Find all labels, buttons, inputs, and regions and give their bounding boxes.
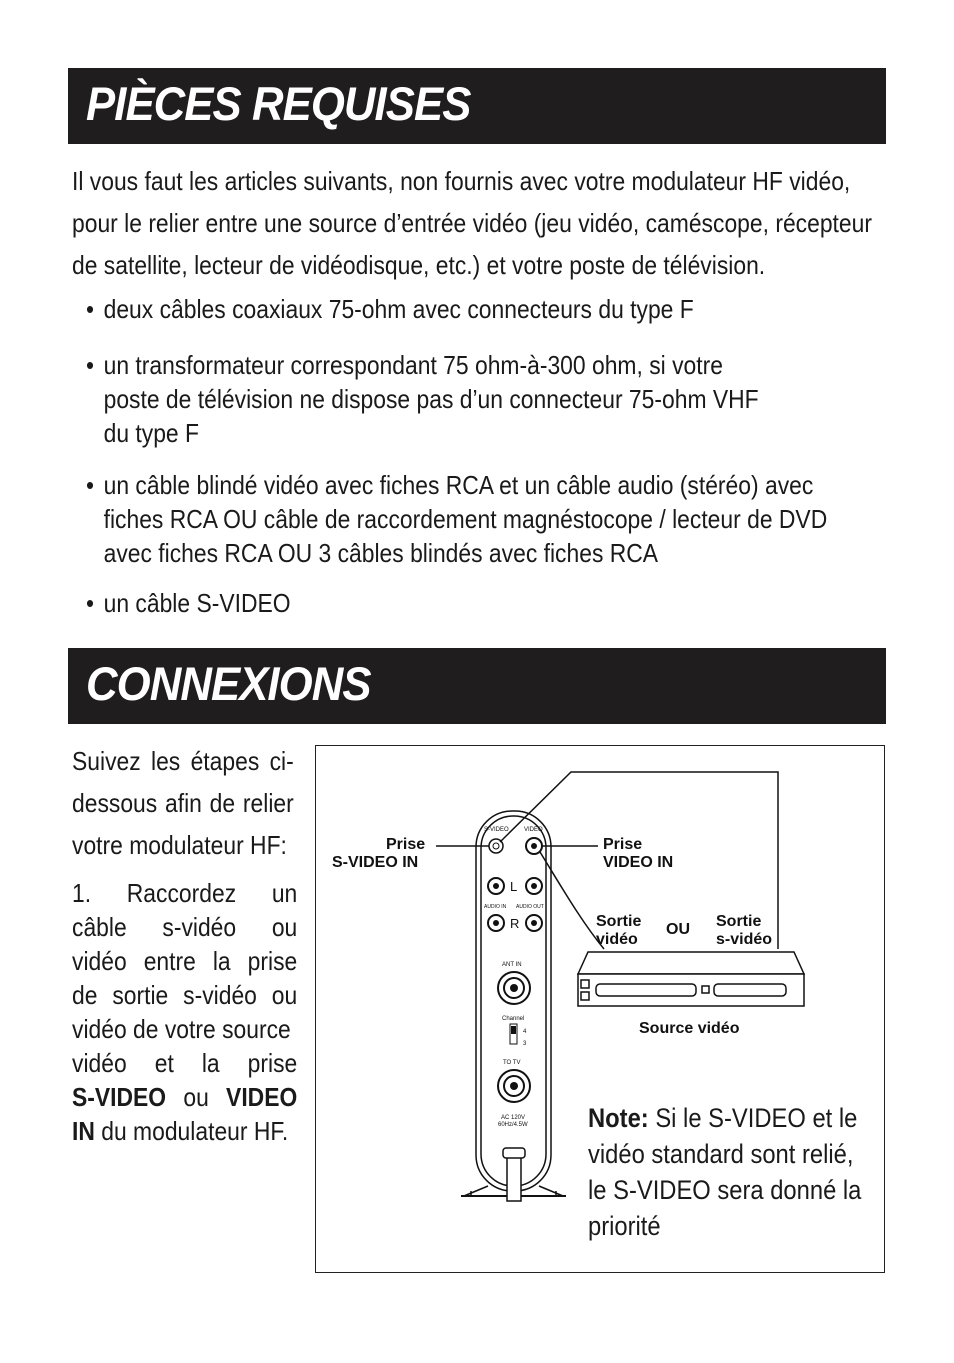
panel-label-power-1: AC 120V [501,1115,526,1121]
label-prise-svideo-1: Prise [386,836,426,853]
list-item [86,586,291,620]
audio-jack-r-in [488,915,504,931]
label-sortie-svideo-1: Sortie [716,913,762,930]
audio-jack-l-in [488,878,504,894]
note-label: Note: [588,1103,649,1133]
section-header-connexions [68,648,886,724]
intro-line: de satellite, lecteur de vidéodisque, etc.) et votre poste de télévision. [72,250,766,280]
step-1-text: 1. Raccordez un câble s-vidéo ou vidéo entre la prise de sortie s-vidéo ou vidéo de votre source vidéo et la prise S-VIDEO ou VIDEO IN du modulateur HF. [72,878,298,1146]
ant-in-connector [498,972,530,1004]
label-source-video: Source vidéo [639,1020,740,1037]
list-item-text: poste de télévision ne dispose pas d’un connecteur 75-ohm VHF [103,384,759,414]
panel-label-r: R [510,916,520,931]
label-ou: OU [666,921,690,938]
section-title-pieces: PIÈCES REQUISES [86,77,471,130]
label-sortie-video-1: Sortie [596,913,642,930]
list-item-text: un transformateur correspondant 75 ohm-à-300 ohm, si votre [103,350,723,380]
panel-label-ch3: 3 [523,1041,527,1047]
section-title-connexions: CONNEXIONS [86,657,371,710]
panel-label-ant-in: ANT IN [502,962,522,968]
bullet-icon: • [86,588,95,618]
note-text [588,1100,868,1244]
audio-jack-r-out [526,915,542,931]
panel-label-power-2: 60Hz/4.5W [498,1122,528,1128]
bullet-icon: • [86,470,95,500]
intro-line: Il vous faut les articles suivants, non fournis avec votre modulateur HF vidéo, [72,166,851,196]
list-item-text: du type F [103,418,199,448]
label-sortie-svideo-2: s-vidéo [716,931,773,948]
panel-label-l: L [510,879,518,894]
bullet-icon: • [86,350,95,380]
channel-switch [510,1024,517,1044]
video-jack [526,838,542,854]
panel-label-channel: Channel [502,1016,525,1022]
list-item [86,468,827,570]
panel-label-svideo: S-VIDEO [484,827,509,833]
panel-label-ch4: 4 [523,1029,527,1035]
label-sortie-video-2: vidéo [596,931,638,948]
intro-paragraph [72,160,872,286]
panel-label-audio-in: AUDIO IN [484,904,507,910]
audio-jack-l-out [526,878,542,894]
label-prise-video-1: Prise [603,836,643,853]
list-item-text: deux câbles coaxiaux 75-ohm avec connecteurs du type F [103,294,694,324]
panel-label-audio-out: AUDIO OUT [516,904,544,910]
list-item-text: fiches RCA OU câble de raccordement magnéstocope / lecteur de DVD [103,504,828,534]
list-item-text: un câble blindé vidéo avec fiches RCA et un câble audio (stéréo) avec [103,470,814,500]
list-item-text: avec fiches RCA OU 3 câbles blindés avec fiches RCA [103,538,659,568]
intro-line: pour le relier entre une source d’entrée vidéo (jeu vidéo, caméscope, récepteur [72,208,872,238]
to-tv-connector [498,1070,530,1102]
label-prise-svideo-2: S-VIDEO IN [332,854,419,871]
panel-label-to-tv: TO TV [503,1060,521,1066]
video-source-device [578,952,804,1006]
list-item-text: un câble S-VIDEO [103,588,291,618]
list-item [86,292,694,326]
bullet-icon: • [86,294,95,324]
list-item [86,348,759,450]
label-prise-video-2: VIDEO IN [603,854,674,871]
note-body: Si le S-VIDEO et le vidéo standard sont relié, le S-VIDEO sera donné la priorité [588,1103,862,1241]
panel-label-video: VIDEO [524,827,543,833]
follow-steps-text: Suivez les étapes ci-dessous afin de relier votre modulateur HF: [72,746,294,860]
section-header-pieces [68,68,886,144]
